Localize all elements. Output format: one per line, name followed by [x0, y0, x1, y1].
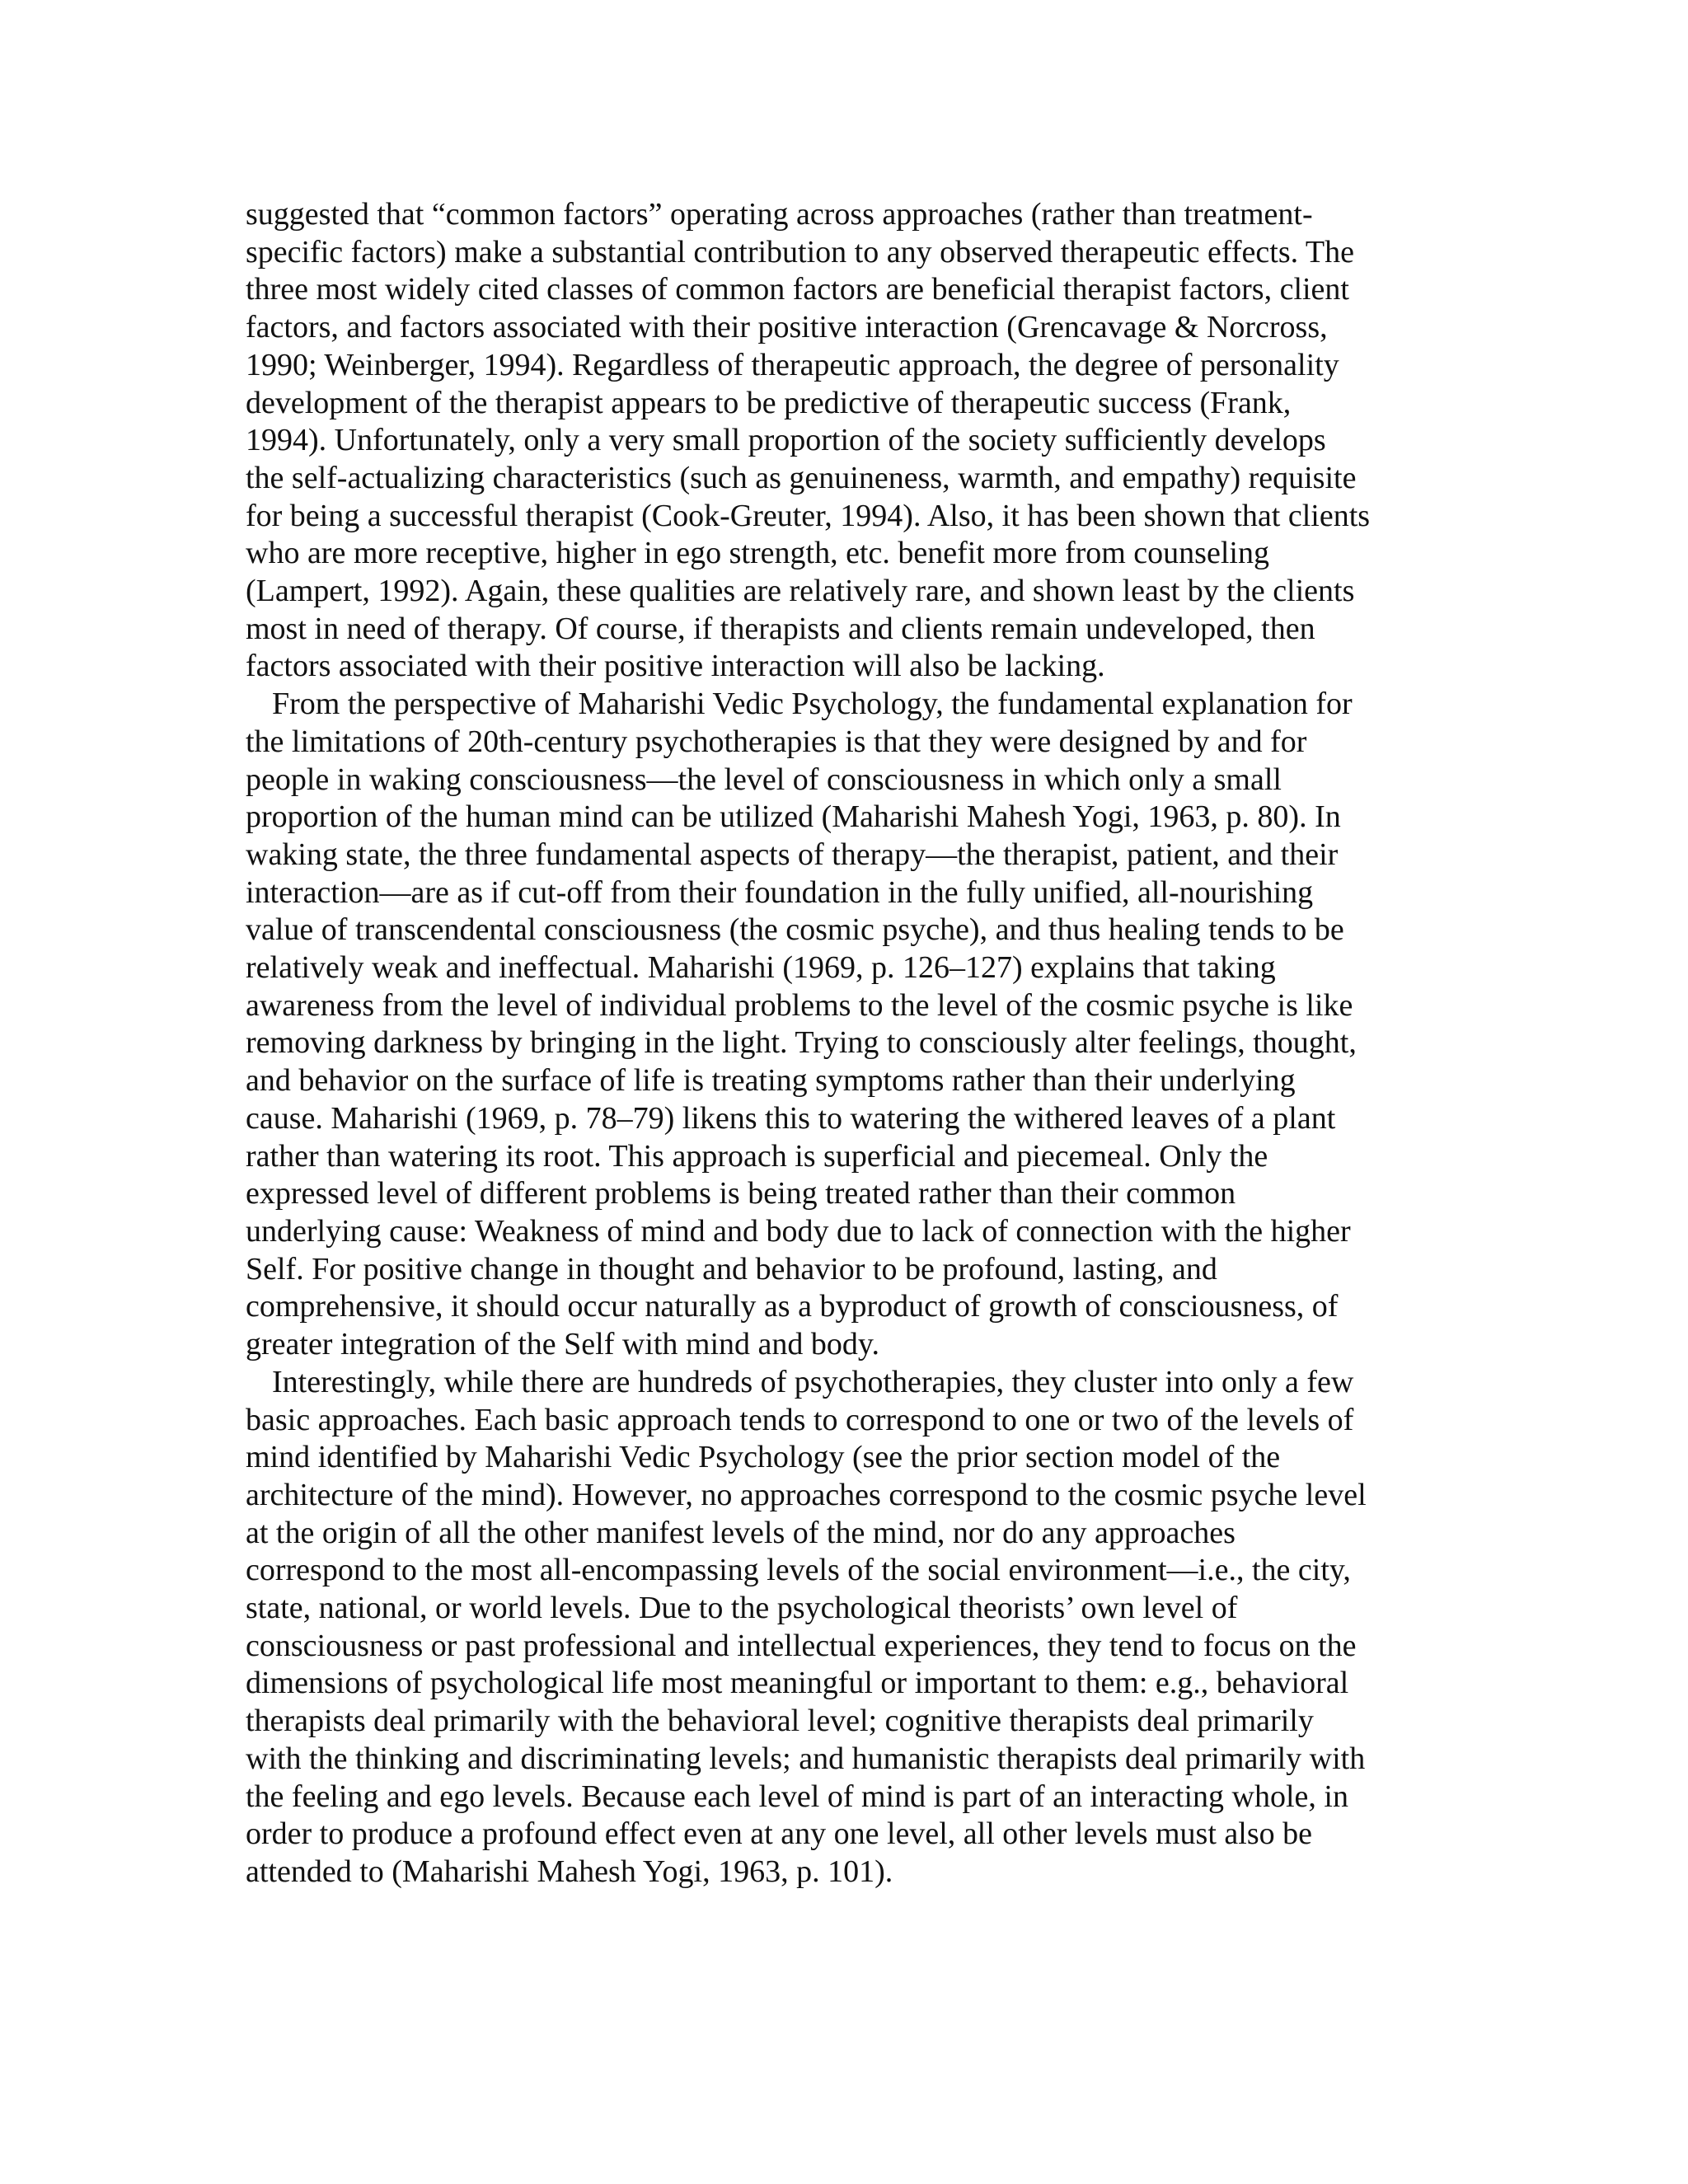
- text-line: dimensions of psychological life most meaningful or important to them: e.g., behavioral: [246, 1666, 1349, 1701]
- text-line: the feeling and ego levels. Because each level of mind is part of an interacting whole, in: [246, 1779, 1348, 1814]
- paragraph-3: [246, 1364, 1432, 1891]
- text-line: the self-actualizing characteristics (such as genuineness, warmth, and empathy) requisite: [246, 460, 1357, 495]
- text-line: 1994). Unfortunately, only a very small proportion of the society sufficiently develops: [246, 423, 1326, 458]
- text-line: (Lampert, 1992). Again, these qualities are relatively rare, and shown least by the clients: [246, 574, 1355, 609]
- text-line: From the perspective of Maharishi Vedic Psychology, the fundamental explanation for: [272, 687, 1353, 722]
- text-line: value of transcendental consciousness (the cosmic psyche), and thus healing tends to be: [246, 912, 1344, 948]
- text-line: for being a successful therapist (Cook-Greuter, 1994). Also, it has been shown that clients: [246, 498, 1371, 533]
- text-line: expressed level of different problems is being treated rather than their common: [246, 1176, 1236, 1212]
- text-line: basic approaches. Each basic approach tends to correspond to one or two of the levels of: [246, 1402, 1354, 1437]
- text-line: state, national, or world levels. Due to the psychological theorists’ own level of: [246, 1591, 1238, 1626]
- text-line: development of the therapist appears to be predictive of therapeutic success (Frank,: [246, 385, 1292, 420]
- text-line: removing darkness by bringing in the light. Trying to consciously alter feelings, thought,: [246, 1025, 1357, 1061]
- text-line: waking state, the three fundamental aspects of therapy—the therapist, patient, and their: [246, 837, 1339, 872]
- text-line: with the thinking and discriminating levels; and humanistic therapists deal primarily with: [246, 1741, 1366, 1776]
- text-line: relatively weak and ineffectual. Maharishi (1969, p. 126–127) explains that taking: [246, 950, 1276, 986]
- text-line: rather than watering its root. This approach is superficial and piecemeal. Only the: [246, 1138, 1268, 1174]
- text-line: three most widely cited classes of common factors are beneficial therapist factors, client: [246, 272, 1349, 307]
- text-line: factors, and factors associated with their positive interaction (Grencavage & Norcross,: [246, 310, 1328, 345]
- text-line: architecture of the mind). However, no approaches correspond to the cosmic psyche level: [246, 1477, 1367, 1512]
- text-line: therapists deal primarily with the behavioral level; cognitive therapists deal primarily: [246, 1704, 1314, 1739]
- text-line: attended to (Maharishi Mahesh Yogi, 1963, p. 101).: [246, 1854, 893, 1889]
- text-line: comprehensive, it should occur naturally as a byproduct of growth of consciousness, of: [246, 1289, 1339, 1324]
- text-line: cause. Maharishi (1969, p. 78–79) likens this to watering the withered leaves of a plant: [246, 1100, 1336, 1136]
- text-line: most in need of therapy. Of course, if therapists and clients remain undeveloped, then: [246, 611, 1315, 646]
- text-line: order to produce a profound effect even at any one level, all other levels must also be: [246, 1816, 1312, 1852]
- text-line: the limitations of 20th-century psychotherapies is that they were designed by and for: [246, 724, 1307, 759]
- text-line: greater integration of the Self with mind and body.: [246, 1327, 879, 1362]
- text-line: awareness from the level of individual problems to the level of the cosmic psyche is like: [246, 987, 1353, 1023]
- text-line: at the origin of all the other manifest levels of the mind, nor do any approaches: [246, 1515, 1236, 1550]
- text-line: Self. For positive change in thought and behavior to be profound, lasting, and: [246, 1251, 1217, 1286]
- text-line: and behavior on the surface of life is treating symptoms rather than their underlying: [246, 1063, 1296, 1099]
- paragraph-1: [246, 196, 1432, 686]
- text-line: consciousness or past professional and intellectual experiences, they tend to focus on the: [246, 1628, 1357, 1663]
- text-line: correspond to the most all-encompassing levels of the social environment—i.e., the city,: [246, 1553, 1351, 1588]
- text-line: specific factors) make a substantial contribution to any observed therapeutic effects. The: [246, 234, 1354, 269]
- text-line: proportion of the human mind can be utilized (Maharishi Mahesh Yogi, 1963, p. 80). In: [246, 799, 1341, 835]
- text-line: who are more receptive, higher in ego strength, etc. benefit more from counseling: [246, 536, 1269, 571]
- text-line: interaction—are as if cut-off from their foundation in the fully unified, all-nourishing: [246, 874, 1314, 910]
- text-line: people in waking consciousness—the level of consciousness in which only a small: [246, 762, 1282, 797]
- document-page: [246, 196, 1432, 1891]
- text-line: factors associated with their positive interaction will also be lacking.: [246, 649, 1105, 684]
- paragraph-2: [246, 686, 1432, 1364]
- text-line: suggested that “common factors” operating across approaches (rather than treatment-: [246, 197, 1313, 232]
- text-line: Interestingly, while there are hundreds of psychotherapies, they cluster into only a few: [272, 1364, 1354, 1399]
- text-line: mind identified by Maharishi Vedic Psychology (see the prior section model of the: [246, 1440, 1281, 1475]
- text-line: underlying cause: Weakness of mind and body due to lack of connection with the higher: [246, 1213, 1351, 1249]
- text-line: 1990; Weinberger, 1994). Regardless of therapeutic approach, the degree of personality: [246, 347, 1339, 382]
